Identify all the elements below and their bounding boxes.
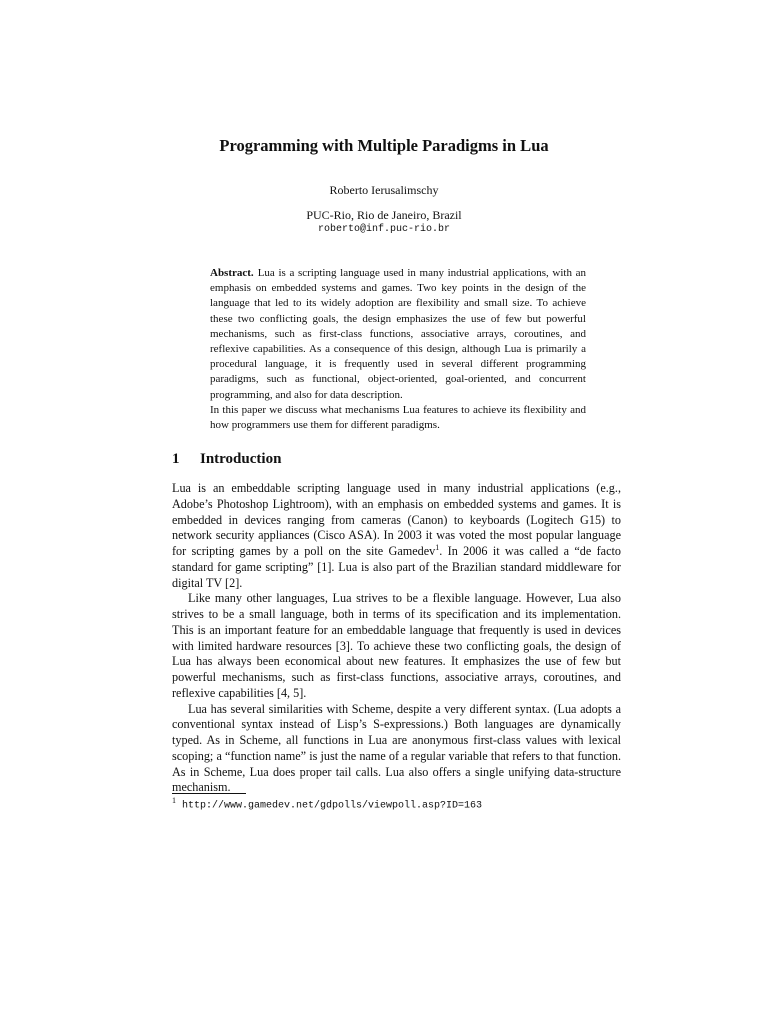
- abstract-paragraph-1: [210, 266, 586, 403]
- section-heading: [172, 451, 281, 468]
- author-affiliation: PUC-Rio, Rio de Janeiro, Brazil: [306, 208, 462, 222]
- author-name: Roberto Ierusalimschy: [329, 183, 439, 197]
- footnote-reference: 1: [435, 542, 440, 552]
- body-paragraph-1-text-a: Lua is an embeddable scripting language used in many industrial applications (e.g., Adobe’s Photoshop Lightroom), with an emphasis on embedded systems and games. It is embedded in devices ranging from cameras (Canon) to keyboards (Logitech G15) to network security appliances (Cisco ASA). In 2003 it was voted the most popular language for scripting games by a poll on the site Gamedev: [172, 481, 621, 558]
- abstract-label: Abstract.: [210, 267, 254, 279]
- body-paragraph-3: Lua has several similarities with Scheme, despite a very different syntax. (Lua adopts a conventional syntax instead of Lisp’s S-expressions.) Both languages are dynamically typed. As in Scheme, all functions in Lua are anonymous first-class values with lexical scoping; a “function name” is just the name of a regular variable that refers to that function. As in Scheme, Lua does proper tail calls. Lua also offers a single unifying data-structure mechanism.: [172, 701, 621, 795]
- body-paragraph-1-text-b: . In 2006 it was called a “de facto standard for game scripting” [1]. Lua is also part of the Brazilian standard middleware for digital TV [2].: [172, 544, 621, 590]
- paper-title: Programming with Multiple Paradigms in Lua: [219, 136, 549, 155]
- body-paragraph-1: [172, 481, 621, 591]
- footnote-url[interactable]: http://www.gamedev.net/gdpolls/viewpoll.asp?ID=163: [182, 800, 483, 812]
- footnote-rule: [172, 793, 246, 794]
- section-title: Introduction: [200, 451, 282, 467]
- abstract-text-1: Lua is a scripting language used in many industrial applications, with an emphasis on embedded systems and games. Two key points in the design of the language that led to its widely adoption are flexibility and small size. To achieve these two conflicting goals, the design emphasizes the use of few but powerful mechanisms, such as first-class functions, associative arrays, coroutines, and reflexive capabilities. As a consequence of this design, although Lua is primarily a procedural language, it is frequently used in several different programming paradigms, such as functional, object-oriented, goal-oriented, and concurrent programming, and also for data description.: [210, 267, 586, 401]
- section-number: 1: [172, 451, 180, 467]
- abstract-paragraph-2: In this paper we discuss what mechanisms Lua features to achieve its flexibility and how programmers use them for different paradigms.: [210, 403, 586, 432]
- abstract: [210, 266, 586, 433]
- section-body: [172, 481, 621, 796]
- footnote-mark: 1: [172, 796, 176, 805]
- footnote: [172, 796, 482, 811]
- author-email: roberto@inf.puc-rio.br: [317, 224, 451, 235]
- body-paragraph-2: Like many other languages, Lua strives to be a flexible language. However, Lua also strives to be a small language, both in terms of its specification and its implementation. This is an important feature for an embeddable language that frequently is used in devices with limited hardware resources [3]. To achieve these two conflicting goals, the design of Lua has always been economical about new features. It emphasizes the use of few but powerful mechanisms, such as first-class functions, associative arrays, coroutines, and reflexive capabilities [4, 5].: [172, 591, 621, 700]
